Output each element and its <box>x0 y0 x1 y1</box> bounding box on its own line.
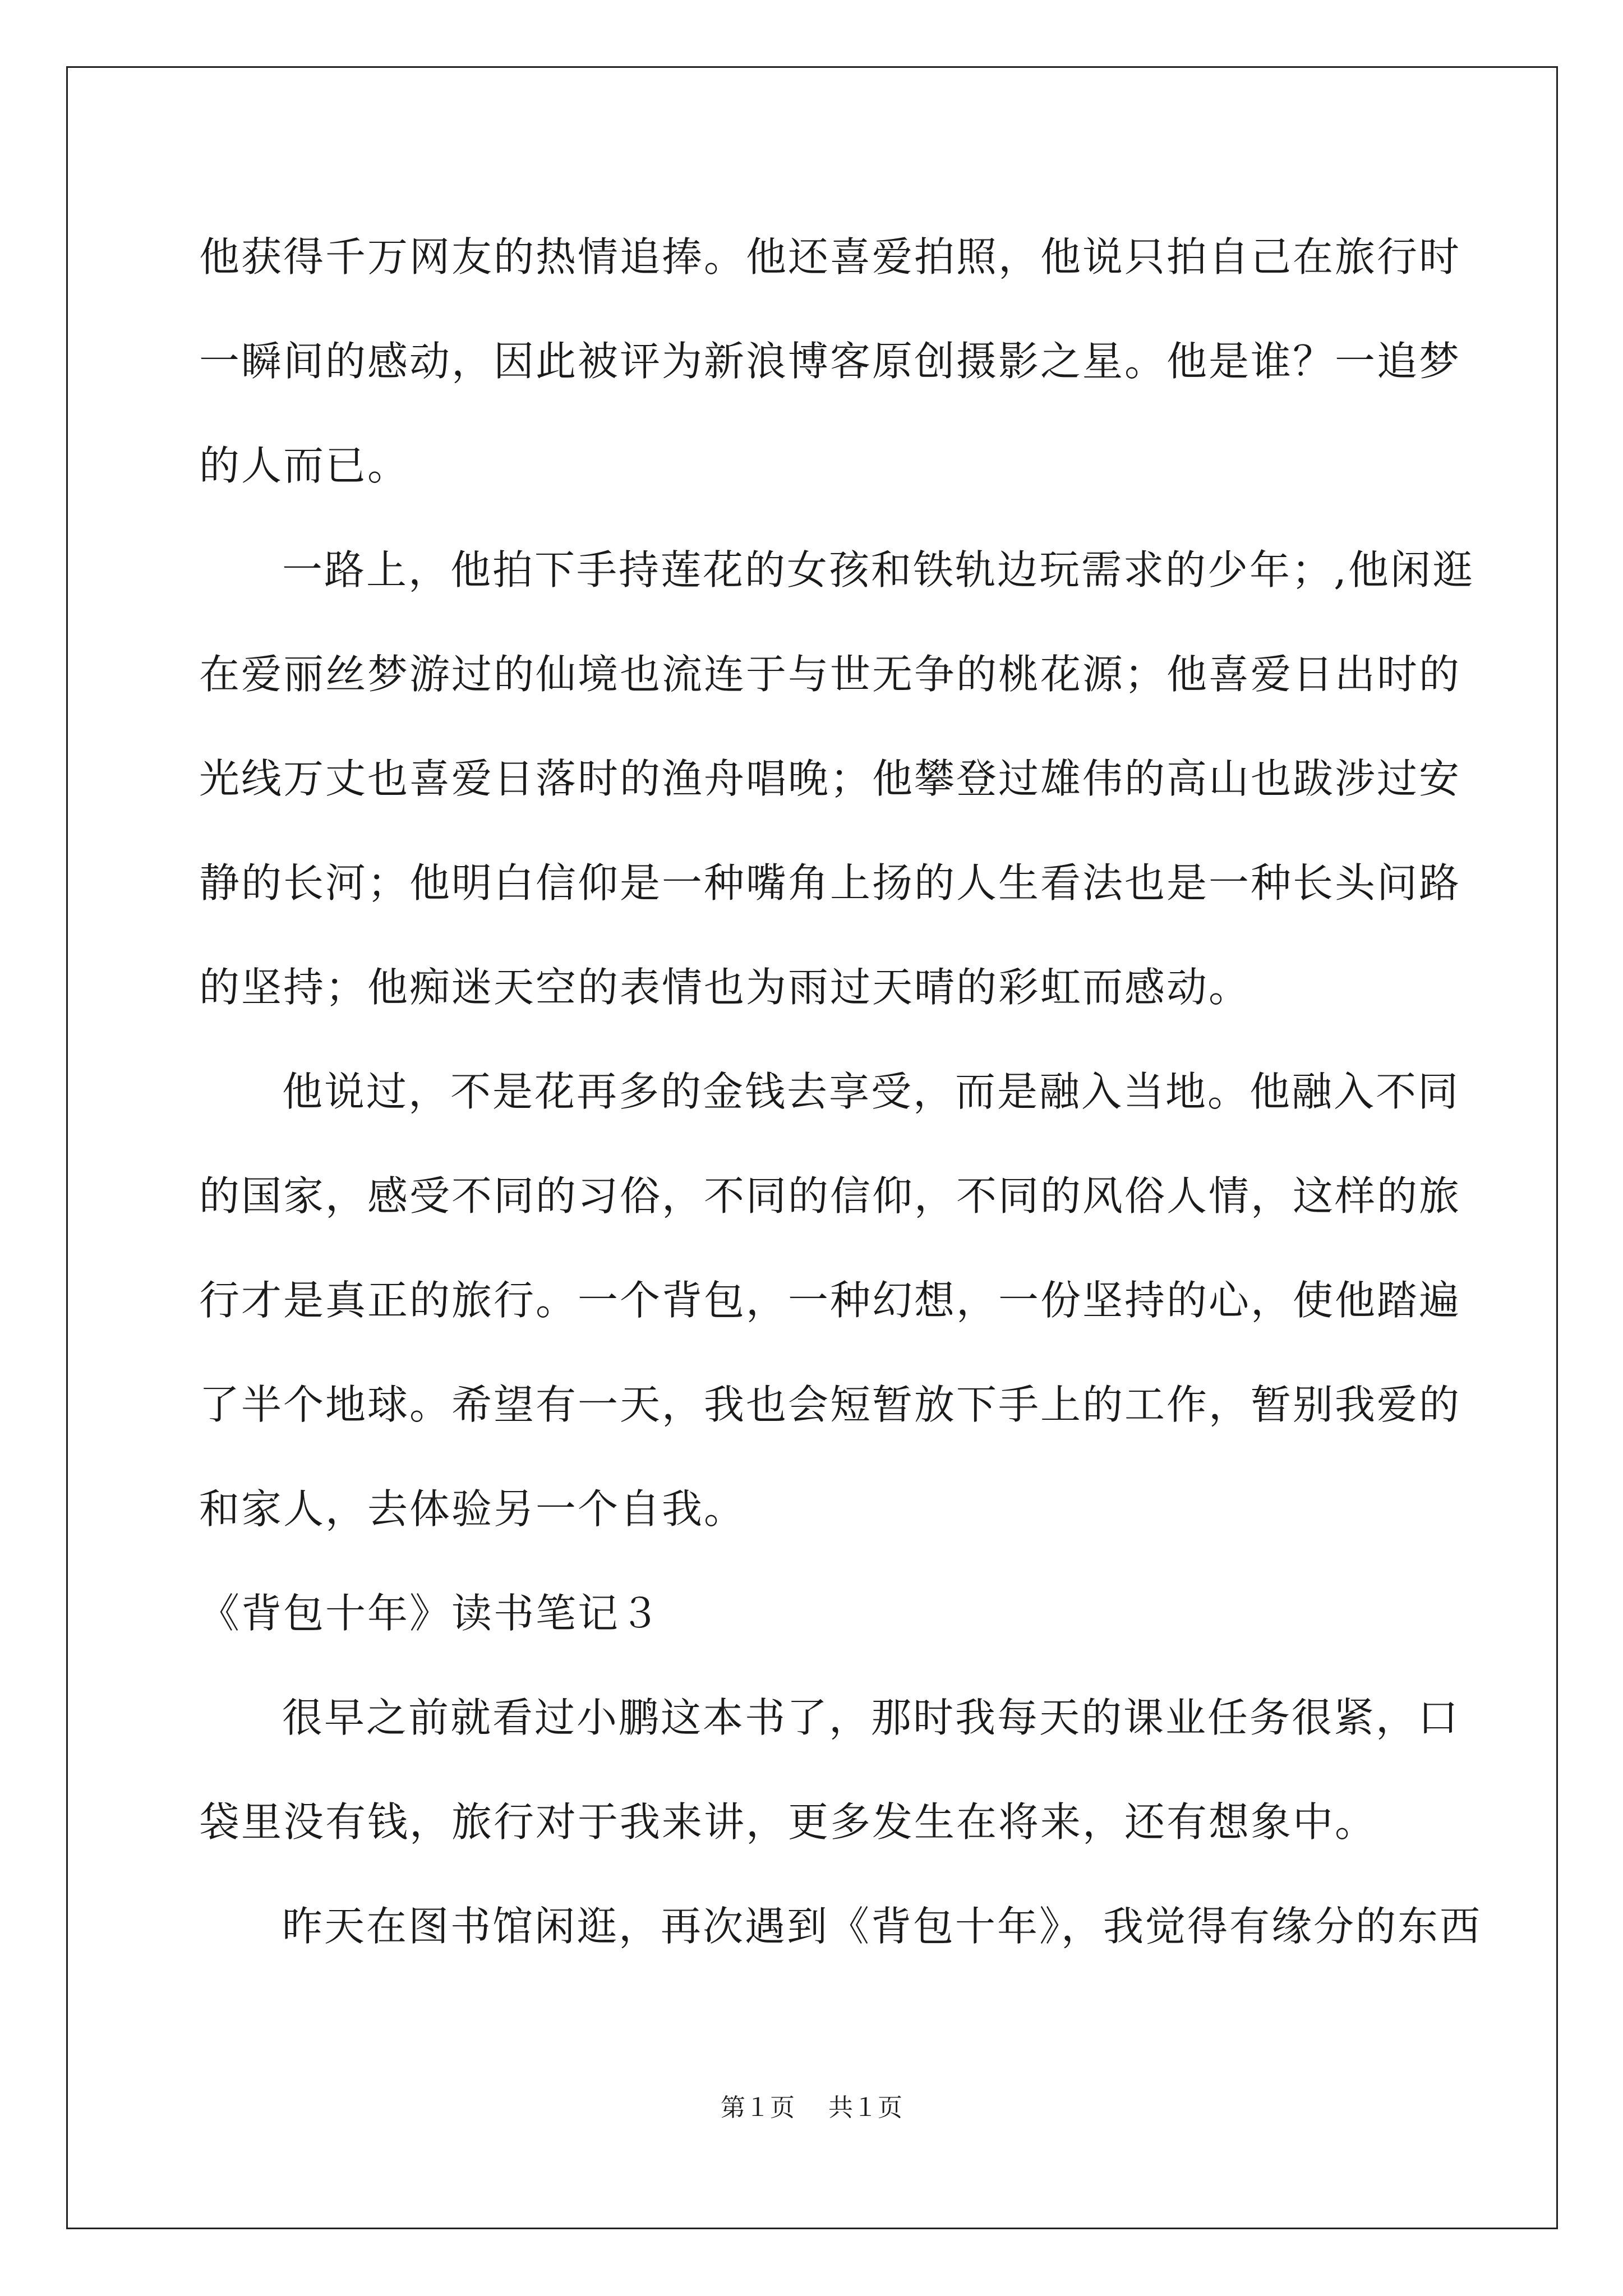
text-line: 在爱丽丝梦游过的仙境也流连于与世无争的桃花源；他喜爱日出时的 <box>199 651 1461 698</box>
text-line: 一路上，他拍下手持莲花的女孩和铁轨边玩需求的少年；,他闲逛 <box>282 546 1474 593</box>
text-line: 一瞬间的感动，因此被评为新浪博客原创摄影之星。他是谁？一追梦 <box>199 338 1461 385</box>
text-line: 静的长河；他明白信仰是一种嘴角上扬的人生看法也是一种长头问路 <box>199 859 1461 907</box>
page-total: 共１页 <box>828 2093 902 2122</box>
text-line: 和家人，去体验另一个自我。 <box>199 1485 746 1533</box>
section-heading: 《背包十年》读书笔记３ <box>199 1590 662 1637</box>
text-line: 行才是真正的旅行。一个背包，一种幻想，一份坚持的心，使他踏遍 <box>199 1277 1461 1324</box>
text-line: 了半个地球。希望有一天，我也会短暂放下手上的工作，暂别我爱的 <box>199 1381 1461 1428</box>
text-line: 光线万丈也喜爱日落时的渔舟唱晚；他攀登过雄伟的高山也跋涉过安 <box>199 755 1461 802</box>
text-line: 昨天在图书馆闲逛，再次遇到《背包十年》，我觉得有缘分的东西 <box>282 1903 1482 1950</box>
page-number: 第１页 <box>721 2093 795 2122</box>
text-line: 很早之前就看过小鹏这本书了，那时我每天的课业任务很紧，口 <box>282 1694 1460 1741</box>
text-line: 的坚持；他痴迷天空的表情也为雨过天晴的彩虹而感动。 <box>199 964 1251 1011</box>
text-line: 袋里没有钱，旅行对于我来讲，更多发生在将来，还有想象中。 <box>199 1798 1377 1846</box>
text-line: 他说过，不是花再多的金钱去享受，而是融入当地。他融入不同 <box>282 1068 1460 1115</box>
text-line: 的国家，感受不同的习俗，不同的信仰，不同的风俗人情，这样的旅 <box>199 1172 1461 1220</box>
text-line: 他获得千万网友的热情追捧。他还喜爱拍照，他说只拍自己在旅行时 <box>199 233 1461 280</box>
page-footer <box>0 2091 1623 2125</box>
document-body <box>199 205 1482 1978</box>
text-line: 的人而已。 <box>199 442 410 489</box>
